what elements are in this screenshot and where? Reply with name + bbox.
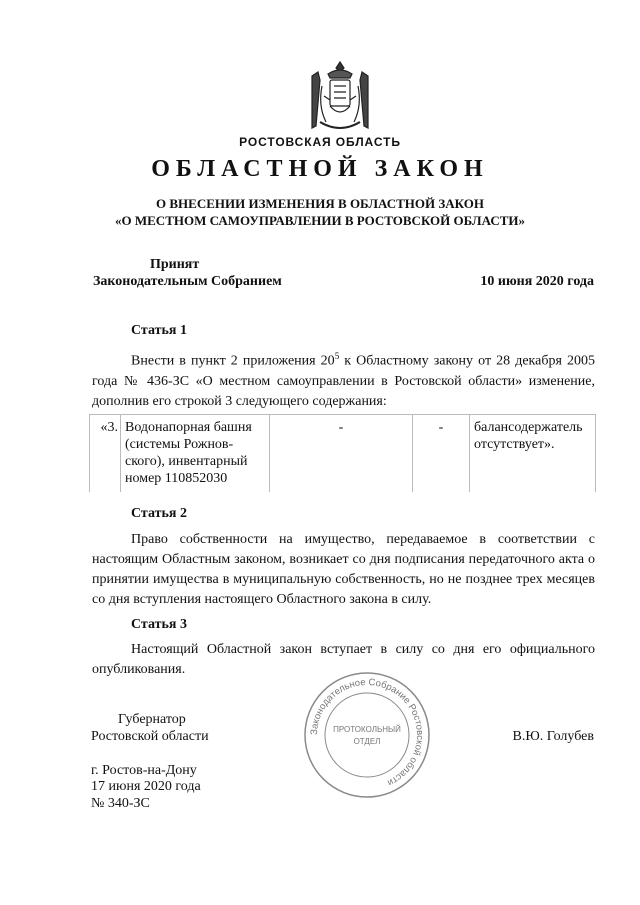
adoption-label: Принят [150, 257, 200, 272]
article-1-superscript: 5 [334, 351, 340, 361]
table-row [90, 415, 596, 493]
signer-name: В.Ю. Голубев [512, 729, 594, 744]
object-name-cell: Водонапорная башня (системы Рожнов-ского), инвентарный номер 110852030 [121, 415, 270, 493]
row-number-cell: «3. [90, 415, 121, 493]
holder-cell: балансодержатель отсутствует». [470, 415, 596, 493]
article-1-text-part2: к Областному закону от 28 декабря 2005 года № 436-ЗС «О местном самоуправлении в Ростовской области» изменение, дополнив его строкой 3 следующего содержания: [92, 353, 595, 409]
signing-city: г. Ростов-на-Дону [91, 763, 197, 778]
coat-of-arms-icon [300, 56, 380, 136]
adoption-body: Законодательным Собранием [93, 274, 282, 289]
article-1-title: Статья 1 [131, 323, 187, 338]
article-2-title: Статья 2 [131, 506, 187, 521]
law-number: № 340-ЗС [91, 796, 150, 811]
article-3-text: Настоящий Областной закон вступает в силу со дня его официального опубликования. [92, 642, 595, 677]
document-type: ОБЛАСТНОЙ ЗАКОН [151, 156, 489, 182]
article-3-title: Статья 3 [131, 617, 187, 632]
seal-outer-text: Законодательное Собрание Ростовской области [308, 676, 426, 789]
column-4-cell: - [413, 415, 470, 493]
adoption-date: 10 июня 2020 года [480, 274, 594, 289]
article-1-text-part1: Внести в пункт 2 приложения 20 [131, 353, 335, 369]
seal-stamp [302, 670, 432, 800]
article-2-text: Право собственности на имущество, передаваемое в соответствии с настоящим Областным законом, возникает со дня подписания передаточного акта о принятии имущества в муниципальную собственность, но не позднее трех месяцев со дня вступления настоящего Областного закона в силу. [92, 532, 595, 607]
signer-position-line2: Ростовской области [91, 729, 209, 744]
article-1-text [92, 346, 595, 412]
seal-inner-line2: ОТДЕЛ [353, 737, 381, 746]
document-subtitle-line2: «О МЕСТНОМ САМОУПРАВЛЕНИИ В РОСТОВСКОЙ ОБЛАСТИ» [115, 213, 525, 228]
signing-date: 17 июня 2020 года [91, 779, 201, 794]
document-subtitle-line1: О ВНЕСЕНИИ ИЗМЕНЕНИЯ В ОБЛАСТНОЙ ЗАКОН [156, 196, 484, 211]
column-3-cell: - [270, 415, 413, 493]
signer-position-line1: Губернатор [118, 712, 186, 727]
region-name: РОСТОВСКАЯ ОБЛАСТЬ [239, 135, 401, 149]
seal-inner-line1: ПРОТОКОЛЬНЫЙ [333, 725, 401, 734]
amendment-table-row [89, 414, 596, 492]
